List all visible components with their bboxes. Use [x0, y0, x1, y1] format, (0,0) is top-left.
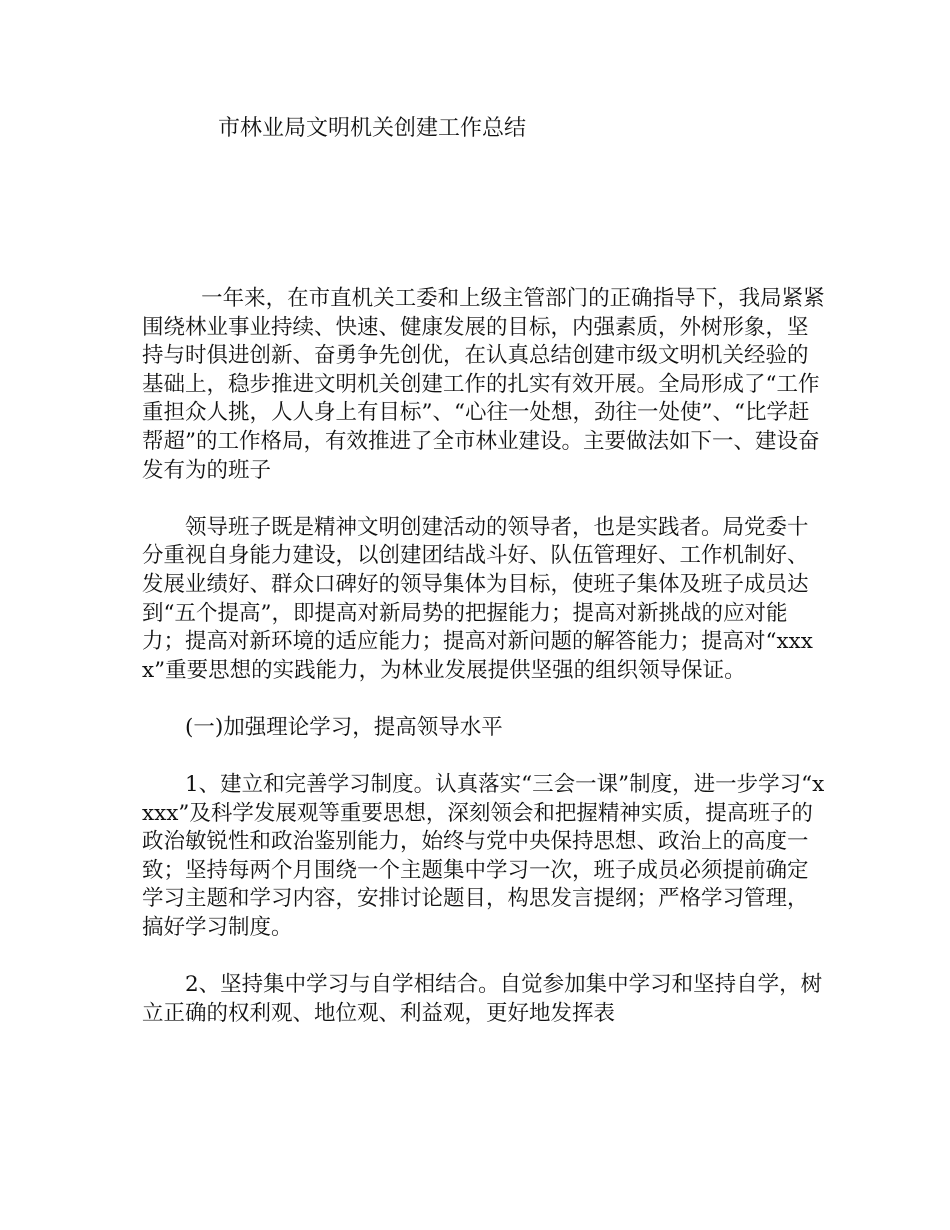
paragraph-leadership: 领导班子既是精神文明创建活动的领导者，也是实践者。局党委十分重视自身能力建设，以创建团结战斗好、队伍管理好、工作机制好、发展业绩好、群众口碑好的领导集体为目标，使班子集体及班子成员达到“五个提高”，即提高对新局势的把握能力；提高对新挑战的应对能力；提高对新环境的适应能力；提高对新问题的解答能力；提高对“xxxx”重要思想的实践能力，为林业发展提供坚强的组织领导保证。 — [142, 514, 813, 683]
paragraph-self-study: 2、坚持集中学习与自学相结合。自觉参加集中学习和坚持自学，树立正确的权利观、地位观、利益观，更好地发挥表 — [142, 972, 823, 1026]
paragraph-study-system: 1、建立和完善学习制度。认真落实“三会一课”制度，进一步学习“xxxx”及科学发展观等重要思想，深刻领会和把握精神实质，提高班子的政治敏锐性和政治鉴别能力，始终与党中央保持思想、政治上的高度一致；坚持每两个月围绕一个主题集中学习一次，班子成员必须提前确定学习主题和学习内容，安排讨论题目，构思发言提纲；严格学习管理，搞好学习制度。 — [142, 772, 825, 941]
document-body — [142, 285, 826, 1057]
section-heading-theory-study: (一)加强理论学习，提高领导水平 — [185, 714, 503, 740]
document-title: 市林业局文明机关创建工作总结 — [218, 116, 527, 141]
paragraph-intro: 一年来，在市直机关工委和上级主管部门的正确指导下，我局紧紧围绕林业事业持续、快速、健康发展的目标，内强素质，外树形象，坚持与时俱进创新、奋勇争先创优，在认真总结创建市级文明机关经验的基础上，稳步推进文明机关创建工作的扎实有效开展。全局形成了“工作重担众人挑，人人身上有目标”、“心往一处想，劲往一处使”、“比学赶帮超”的工作格局，有效推进了全市林业建设。主要做法如下一、建设奋发有为的班子 — [142, 286, 825, 483]
